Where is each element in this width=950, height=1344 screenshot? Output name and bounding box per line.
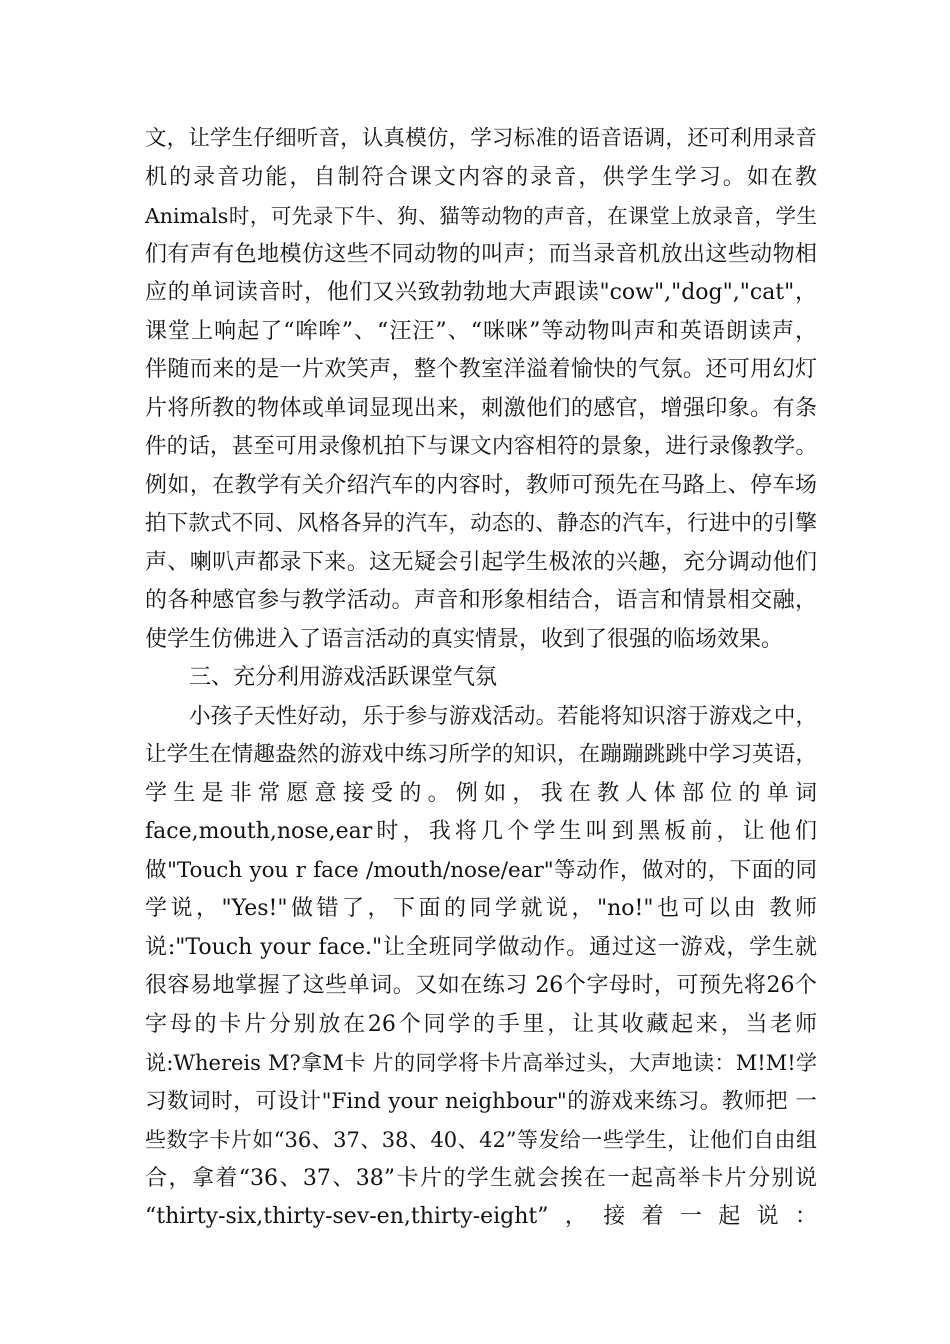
text-line: 很容易地掌握了这些单词。又如在练习 26个字母时，可预先将26个 [145,973,817,998]
text-line: 们有声有色地模仿这些不同动物的叫声；而当录音机放出这些动物相 [145,241,817,267]
text-line-paragraph-start: 小孩子天性好动，乐于参与游戏活动。若能将知识溶于游戏之中， [189,703,817,729]
text-line: 伴随而来的是一片欢笑声，整个教室洋溢着愉快的气氛。还可用幻灯 [145,357,817,382]
text-line: Animals时，可先录下牛、狗、猫等动物的声音，在课堂上放录音，学生 [145,204,817,228]
text-line: 机的录音功能，自制符合课文内容的录音，供学生学习。如在教 [145,164,817,190]
text-line: 的各种感官参与教学活动。声音和形象相结合，语言和情景相交融， [145,588,817,613]
text-line: 让学生在情趣盎然的游戏中练习所学的知识，在蹦蹦跳跳中学习英语， [145,742,817,767]
text-line: 字母的卡片分别放在26个同学的手里，让其收藏起来，当老师 [145,1011,817,1037]
text-line: 文，让学生仔细听音，认真模仿，学习标准的语音语调，还可利用录音 [145,126,817,151]
text-line: 学说，"Yes!"做错了，下面的同学就说，"no!"也可以由 教师 [145,896,817,921]
text-line: 合，拿着“36、37、38”卡片的学生就会挨在一起高举卡片分别说 [145,1165,817,1191]
section-heading: 三、充分利用游戏活跃课堂气氛 [189,665,498,690]
text-line: 拍下款式不同、风格各异的汽车，动态的、静态的汽车，行进中的引擎 [145,511,817,536]
text-line: 片将所教的物体或单词显现出来，刺激他们的感官，增强印象。有条 [145,395,817,421]
text-line: 习数词时，可设计"Find your neighbour"的游戏来练习。教师把 一 [145,1088,817,1114]
text-line: 课堂上响起了“哞哞”、“汪汪”、“咪咪”等动物叫声和英语朗读声， [145,318,817,344]
text-line: “thirty-six,thirty-sev-en,thirty-eight”，接着一起说： [145,1204,817,1229]
text-line: 件的话，甚至可用录像机拍下与课文内容相符的景象，进行录像教学。 [145,434,817,459]
document-body [145,120,817,1237]
text-line: 例如，在教学有关介绍汽车的内容时，教师可预先在马路上、停车场 [145,472,817,498]
text-line-paragraph-end: 使学生仿佛进入了语言活动的真实情景，收到了很强的临场效果。 [145,626,784,652]
text-line: 做"Touch you r face /mouth/nose/ear"等动作，做对的，下面的同 [145,857,817,883]
text-line: 说:Whereis M?拿M卡 片的同学将卡片高举过头，大声地读：M!M!学 [145,1051,817,1075]
text-line: 学生是非常愿意接受的。例如，我在教人体部位的单词 [145,780,817,806]
text-line: 声、喇叭声都录下来。这无疑会引起学生极浓的兴趣，充分调动他们 [145,549,817,575]
text-line: face,mouth,nose,ear时，我将几个学生叫到黑板前，让他们 [145,819,817,844]
text-line: 应的单词读音时，他们又兴致勃勃地大声跟读"cow","dog","cat"， [145,280,817,305]
text-line: 些数字卡片如“36、37、38、40、42”等发给一些学生，让他们自由组 [145,1128,817,1152]
text-line: 说:"Touch your face."让全班同学做动作。通过这一游戏，学生就 [145,934,817,960]
